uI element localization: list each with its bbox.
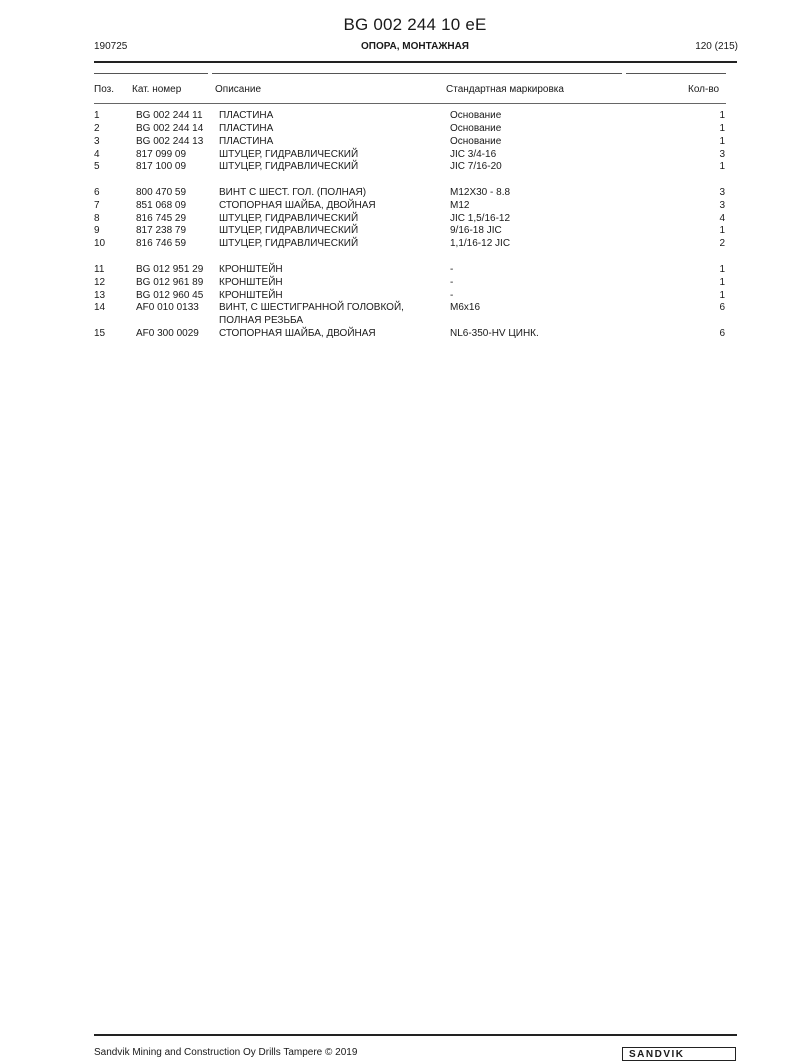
row-standard-marking: JIC 7/16-20 [450, 161, 502, 172]
row-quantity: 1 [719, 110, 725, 121]
row-position: 2 [94, 123, 100, 134]
row-catalog-number: AF0 300 0029 [136, 328, 199, 339]
logo-wordmark: SANDVIK [629, 1049, 685, 1060]
row-standard-marking: - [450, 277, 454, 288]
row-position: 6 [94, 187, 100, 198]
table-row [0, 110, 794, 122]
column-header-rule [94, 103, 726, 104]
row-standard-marking: Основание [450, 136, 502, 147]
date-code: 190725 [94, 41, 128, 52]
row-description: КРОНШТЕЙН [219, 277, 283, 288]
row-quantity: 2 [719, 238, 725, 249]
page-title: ОПОРА, МОНТАЖНАЯ [360, 41, 469, 52]
document-number: BG 002 244 10 eE [343, 15, 487, 34]
row-standard-marking: NL6-350-HV ЦИНК. [450, 328, 539, 339]
row-standard-marking: M6x16 [450, 302, 481, 313]
row-catalog-number: AF0 010 0133 [136, 302, 199, 313]
row-catalog-number: 851 068 09 [136, 200, 187, 211]
row-quantity: 1 [719, 161, 725, 172]
row-description: КРОНШТЕЙН [219, 264, 283, 275]
column-header-pos: Поз. [94, 84, 114, 95]
table-row [0, 328, 794, 340]
table-row [0, 277, 794, 289]
page-number: 120 (215) [695, 41, 738, 52]
row-standard-marking: - [450, 290, 454, 301]
table-row [0, 136, 794, 148]
row-position: 5 [94, 161, 100, 172]
row-standard-marking: 9/16-18 JIC [450, 225, 502, 236]
row-position: 13 [94, 290, 106, 301]
row-quantity: 3 [719, 187, 725, 198]
table-row [0, 290, 794, 302]
row-catalog-number: 816 745 29 [136, 213, 187, 224]
row-description: ШТУЦЕР, ГИДРАВЛИЧЕСКИЙ [219, 213, 359, 224]
row-catalog-number: BG 012 960 45 [136, 290, 204, 301]
row-position: 14 [94, 302, 106, 313]
row-catalog-number: BG 002 244 13 [136, 136, 204, 147]
row-standard-marking: Основание [450, 123, 502, 134]
footer-rule [94, 1034, 737, 1036]
row-quantity: 1 [719, 264, 725, 275]
row-position: 15 [94, 328, 106, 339]
table-row [0, 213, 794, 225]
row-standard-marking: M12 [450, 200, 470, 211]
row-description: ПЛАСТИНА [219, 136, 274, 147]
row-standard-marking: JIC 1,5/16-12 [450, 213, 511, 224]
row-quantity: 1 [719, 225, 725, 236]
row-standard-marking: JIC 3/4-16 [450, 149, 497, 160]
row-quantity: 1 [719, 136, 725, 147]
row-position: 1 [94, 110, 100, 121]
row-position: 12 [94, 277, 106, 288]
column-header-std: Стандартная маркировка [446, 84, 564, 95]
row-description: ШТУЦЕР, ГИДРАВЛИЧЕСКИЙ [219, 161, 359, 172]
row-catalog-number: 817 099 09 [136, 149, 187, 160]
column-header-desc: Описание [215, 84, 262, 95]
row-quantity: 4 [719, 213, 725, 224]
table-row [0, 149, 794, 161]
row-description-continued: ПОЛНАЯ РЕЗЬБА [219, 315, 304, 326]
row-catalog-number: 800 470 59 [136, 187, 187, 198]
column-header-cat: Кат. номер [132, 84, 182, 95]
row-quantity: 1 [719, 290, 725, 301]
row-description: ШТУЦЕР, ГИДРАВЛИЧЕСКИЙ [219, 149, 359, 160]
header-rule [94, 61, 737, 63]
row-description: КРОНШТЕЙН [219, 290, 283, 301]
row-position: 4 [94, 149, 100, 160]
row-position: 3 [94, 136, 100, 147]
row-description: ВИНТ С ШЕСТ. ГОЛ. (ПОЛНАЯ) [219, 187, 367, 198]
row-catalog-number: BG 002 244 11 [136, 110, 203, 121]
row-quantity: 6 [719, 302, 725, 313]
header-subrule [94, 73, 208, 74]
row-catalog-number: 816 746 59 [136, 238, 187, 249]
row-position: 11 [94, 264, 105, 275]
header-subrule [626, 73, 726, 74]
row-quantity: 3 [719, 149, 725, 160]
row-description: ШТУЦЕР, ГИДРАВЛИЧЕСКИЙ [219, 225, 359, 236]
row-standard-marking: M12X30 - 8.8 [450, 187, 511, 198]
row-description: ПЛАСТИНА [219, 110, 274, 121]
row-position: 7 [94, 200, 100, 211]
table-row [0, 187, 794, 199]
table-row [0, 264, 794, 276]
row-quantity: 1 [719, 277, 725, 288]
row-standard-marking: 1,1/16-12 JIC [450, 238, 511, 249]
row-position: 10 [94, 238, 106, 249]
row-catalog-number: BG 002 244 14 [136, 123, 204, 134]
row-description: СТОПОРНАЯ ШАЙБА, ДВОЙНАЯ [219, 328, 376, 339]
row-standard-marking: Основание [450, 110, 502, 121]
column-header-qty: Кол-во [688, 84, 720, 95]
row-standard-marking: - [450, 264, 454, 275]
row-description: ПЛАСТИНА [219, 123, 274, 134]
table-row [0, 225, 794, 237]
row-description: СТОПОРНАЯ ШАЙБА, ДВОЙНАЯ [219, 200, 376, 211]
table-row [0, 302, 794, 326]
header-subrule [212, 73, 622, 74]
row-catalog-number: BG 012 951 29 [136, 264, 204, 275]
row-position: 9 [94, 225, 100, 236]
table-row [0, 200, 794, 212]
row-quantity: 6 [719, 328, 725, 339]
table-row [0, 161, 794, 173]
brand-logo [622, 1047, 736, 1061]
row-description: ВИНТ, С ШЕСТИГРАННОЙ ГОЛОВКОЙ, [219, 302, 404, 313]
row-catalog-number: 817 238 79 [136, 225, 187, 236]
table-row [0, 238, 794, 250]
table-row [0, 123, 794, 135]
row-catalog-number: BG 012 961 89 [136, 277, 204, 288]
row-quantity: 3 [719, 200, 725, 211]
row-position: 8 [94, 213, 100, 224]
row-description: ШТУЦЕР, ГИДРАВЛИЧЕСКИЙ [219, 238, 359, 249]
footer-copyright: Sandvik Mining and Construction Oy Drills Tampere © 2019 [94, 1047, 358, 1058]
row-catalog-number: 817 100 09 [136, 161, 187, 172]
row-quantity: 1 [719, 123, 725, 134]
